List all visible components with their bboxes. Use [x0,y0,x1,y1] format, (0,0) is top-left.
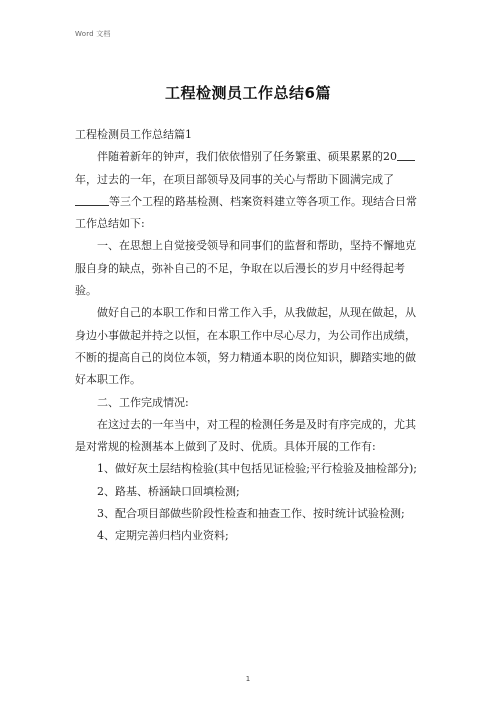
paragraph-intro-mid: 年，过去的一年，在项目部领导及同事的关心与帮助下圆满完成了 [75,172,394,186]
paragraph-completion: 在这过去的一年当中，对工程的检测任务是及时有序完成的，尤其是对常规的检测基本上做到了及时、优质。具体开展的工作有: [75,417,416,454]
blank-line-projects [75,194,109,206]
document-body [75,124,423,548]
paragraph-intro [75,146,423,235]
blank-line-year [397,149,415,161]
document-title: 工程检测员工作总结6篇 [165,84,331,102]
list-item: 1、做好灰土层结构检验(其中包括见证检验;平行检验及抽检部分); [97,462,417,476]
paragraph-thought: 一、在思想上自觉接受领导和同事们的监督和帮助，坚持不懈地克服自身的缺点，弥补自己的不足，争取在以后漫长的岁月中经得起考验。 [75,239,416,298]
list-item: 4、定期完善归档内业资料; [97,529,229,543]
page-number: 1 [245,675,251,683]
paragraph-intro-text: 伴随着新年的钟声，我们依依惜别了任务繁重、硕果累累的 [97,150,383,164]
paragraph-duty: 做好自己的本职工作和日常工作入手，从我做起，从现在做起，从身边小事做起并持之以恒，在本职工作中尽心尽力，为公司作出成绩，不断的提高自己的岗位本领，努力精通本职的岗位知识，脚踏实地的做好本职工作。 [75,306,416,387]
paragraph-intro-end: 等三个工程的路基检测、档案资料建立等各项工作。现结合日常工作总结如下: [75,194,417,231]
year-prefix: 20 [383,150,397,164]
list-item: 3、配合项目部做些阶段性检查和抽查工作、按时统计试验检测; [97,507,405,521]
paragraph-completion-heading: 二、工作完成情况: [97,395,189,409]
section-heading: 工程检测员工作总结篇1 [75,128,192,141]
list-item: 2、路基、桥涵缺口回填检测; [97,484,240,498]
document-header-label: Word 文档 [75,30,111,38]
